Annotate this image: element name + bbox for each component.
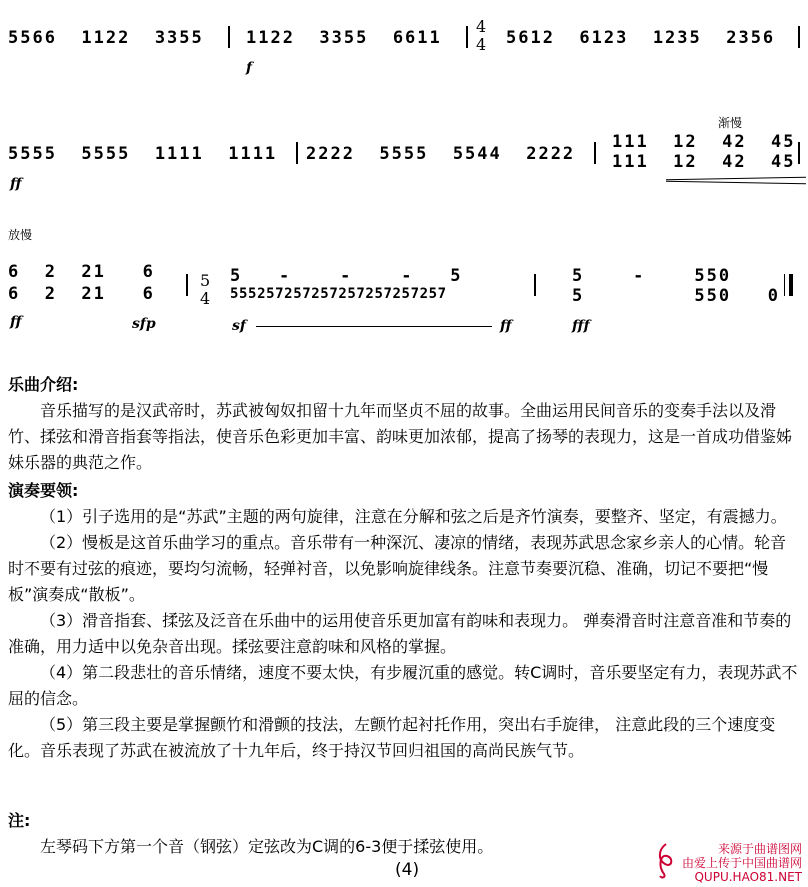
crescendo-hairpin <box>256 326 492 327</box>
intro-heading: 乐曲介绍: <box>8 375 79 394</box>
dynamic-f: f <box>246 60 253 76</box>
line2-measure-1: 5555 5555 1111 1111 <box>8 144 278 164</box>
timesig-bottom: 4 <box>200 289 211 308</box>
crescendo-hairpin <box>666 181 806 184</box>
line3-ending-top: 5 - 550 <box>572 266 768 286</box>
tempo-gradually-slower: 渐慢 <box>718 116 743 130</box>
time-signature-4-4 <box>476 18 486 54</box>
performance-item-2: （2）慢板是这首乐曲学习的重点。音乐带有一种深沉、凄凉的情绪，表现苏武思念家乡亲人的心情。轮音时不要有过弦的痕迹，要均匀流畅，轻弹衬音，以免影响旋律线条。注意节奏要沉稳、准确，切记不要把“慢板”演奏成“散板”。 <box>8 533 787 604</box>
performance-item-1: （1）引子选用的是“苏武”主题的两句旋律，注意在分解和弦之后是齐竹演奏，要整齐、坚定，有震撼力。 <box>40 507 787 526</box>
line3-long-bottom: 555257257257257257257257 <box>230 286 447 302</box>
barline <box>594 142 596 164</box>
crescendo-hairpin <box>666 177 806 180</box>
score-line-3 <box>6 222 804 342</box>
line1-measure-2: 1122 3355 6611 <box>246 28 442 48</box>
performance-item-4: （4）第二段悲壮的音乐情绪，速度不要太快，有步履沉重的感觉。转C调时，音乐要坚定有力，表现苏武不屈的信念。 <box>8 663 798 708</box>
performance-section <box>8 478 798 764</box>
barline <box>798 26 800 48</box>
dynamic-ff: ff <box>10 176 22 192</box>
line2-measure-2: 2222 5555 5544 2222 <box>306 144 576 164</box>
line2-measure-3-top: 111 12 42 45 <box>612 132 796 152</box>
timesig-bottom: 4 <box>476 35 487 54</box>
line1-measure-1: 5566 1122 3355 <box>8 28 204 48</box>
score-line-1 <box>6 0 804 90</box>
intro-section <box>8 372 798 476</box>
line3-long-top: 5 - - - 5 <box>230 266 463 286</box>
dynamic-sfp: sfp <box>132 316 156 332</box>
timesig-top: 4 <box>476 17 487 36</box>
treble-clef-logo-icon <box>650 840 680 880</box>
line3-ending-bottom: 5 550 0 <box>572 286 780 306</box>
barline <box>534 274 536 296</box>
dynamic-ff-2: ff <box>500 318 512 334</box>
note-paragraph: 左琴码下方第一个音（钢弦）定弦改为C调的6-3便于揉弦使用。 <box>40 837 494 856</box>
line3-chord-top: 6 2 21 6 <box>8 262 155 282</box>
intro-paragraph: 音乐描写的是汉武帝时，苏武被匈奴扣留十九年而坚贞不屈的故事。全曲运用民间音乐的变奏手法以及滑竹、揉弦和滑音指套等指法，使音乐色彩更加丰富、韵味更加浓郁，提高了扬琴的表现力，这是一首成功借鉴姊妹乐器的典范之作。 <box>8 401 793 472</box>
barline <box>228 26 230 48</box>
barline <box>466 26 468 48</box>
tempo-slow-down: 放慢 <box>8 228 33 242</box>
final-barline-thick <box>789 274 793 296</box>
dynamic-sf: sf <box>232 318 246 334</box>
note-heading: 注: <box>8 811 31 830</box>
page-number: (4) <box>395 860 420 880</box>
timesig-top: 5 <box>200 271 211 290</box>
line1-measure-3: 5612 6123 1235 2356 <box>506 28 776 48</box>
score-line-2 <box>6 100 804 200</box>
line2-measure-3-bottom: 111 12 42 45 <box>612 152 796 172</box>
watermark <box>682 842 802 884</box>
watermark-line-1: 来源于曲谱图网 <box>717 842 802 856</box>
watermark-line-2: 由爱上传于中国曲谱网 <box>681 856 802 870</box>
time-signature-5-4 <box>200 272 210 308</box>
final-barline-thin <box>784 274 785 296</box>
barline <box>296 142 298 164</box>
dynamic-fff: fff <box>572 318 590 334</box>
barline <box>798 142 800 164</box>
dynamic-ff: ff <box>10 314 22 330</box>
watermark-line-3: QUPU.HAO81.NET <box>694 870 802 884</box>
barline <box>186 274 188 296</box>
performance-item-5: （5）第三段主要是掌握颤竹和滑颤的技法，左颤竹起衬托作用，突出右手旋律， 注意此段的三个速度变化。音乐表现了苏武在被流放了十九年后，终于持汉节回归祖国的高尚民族气节。 <box>8 715 776 760</box>
performance-heading: 演奏要领: <box>8 481 79 500</box>
performance-item-3: （3）滑音指套、揉弦及泛音在乐曲中的运用使音乐更加富有韵味和表现力。 弹奏滑音时注意音准和节奏的准确，用力适中以免杂音出现。揉弦要注意韵味和风格的掌握。 <box>8 611 792 656</box>
line3-chord-bottom: 6 2 21 6 <box>8 284 155 304</box>
